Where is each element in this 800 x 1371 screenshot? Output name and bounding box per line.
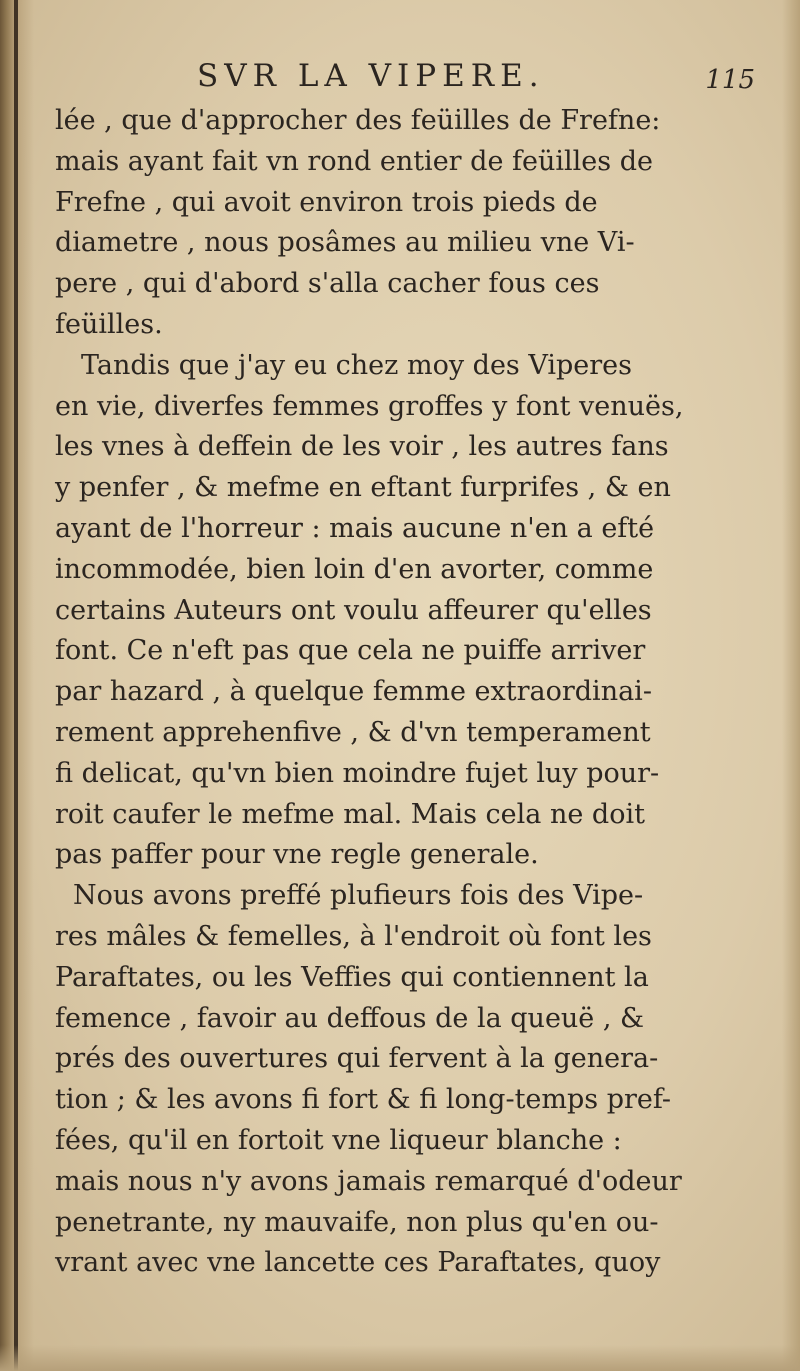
text-line: pas paffer pour vne regle generale.	[55, 839, 539, 871]
text-line: feüilles.	[55, 308, 163, 340]
running-title: SVR LA VIPERE.	[197, 58, 545, 94]
text-line: res mâles & femelles, à l'endroit où font les	[55, 920, 652, 952]
page-edge-right	[782, 0, 800, 1371]
text-line: pere , qui d'abord s'alla cacher fous ces	[55, 268, 600, 300]
text-line: Tandis que j'ay eu chez moy des Viperes	[81, 349, 633, 381]
text-line: Nous avons preffé plufieurs fois des Vipe-	[73, 880, 644, 912]
text-line: Frefne , qui avoit environ trois pieds de	[55, 186, 598, 218]
text-line: font. Ce n'eft pas que cela ne puiffe arriver	[55, 635, 646, 667]
text-line: fi delicat, qu'vn bien moindre fujet luy pour-	[55, 757, 660, 789]
text-line: certains Auteurs ont voulu affeurer qu'elles	[55, 594, 652, 626]
text-line: prés des ouvertures qui fervent à la genera-	[55, 1043, 659, 1075]
text-line: ayant de l'horreur : mais aucune n'en a efté	[55, 512, 655, 544]
text-line: y penfer , & mefme en eftant furprifes , & en	[55, 472, 671, 504]
text-line: incommodée, bien loin d'en avorter, comme	[55, 553, 654, 585]
text-line: tion ; & les avons fi fort & fi long-temps pref-	[55, 1084, 672, 1116]
text-line: roit caufer le mefme mal. Mais cela ne doit	[55, 798, 645, 830]
text-line: fées, qu'il en fortoit vne liqueur blanche :	[55, 1124, 622, 1156]
text-line: par hazard , à quelque femme extraordinai-	[55, 676, 652, 708]
text-line: lée , que d'approcher des feüilles de Frefne:	[55, 105, 661, 136]
text-line: en vie, diverfes femmes groffes y font venuës,	[55, 390, 684, 422]
text-line: vrant avec vne lancette ces Paraftates, quoy	[55, 1247, 661, 1279]
page-header	[55, 55, 755, 97]
text-line: femence , favoir au deffous de la queuë , &	[55, 1002, 645, 1034]
body-text	[55, 101, 715, 1284]
text-line: penetrante, ny mauvaife, non plus qu'en ou-	[55, 1206, 659, 1238]
text-line: mais ayant fait vn rond entier de feüilles de	[55, 145, 653, 177]
text-line: diametre , nous posâmes au milieu vne Vi-	[55, 227, 635, 259]
text-line: mais nous n'y avons jamais remarqué d'odeur	[55, 1165, 682, 1197]
page-edge-bottom	[0, 1345, 800, 1371]
binding-shadow-line	[14, 0, 18, 1371]
text-line: rement apprehenfive , & d'vn temperament	[55, 716, 651, 748]
page-number: 115	[705, 65, 755, 95]
text-line: Paraftates, ou les Veffies qui contiennent la	[55, 961, 649, 993]
text-line: les vnes à deffein de les voir , les autres fans	[55, 431, 669, 463]
